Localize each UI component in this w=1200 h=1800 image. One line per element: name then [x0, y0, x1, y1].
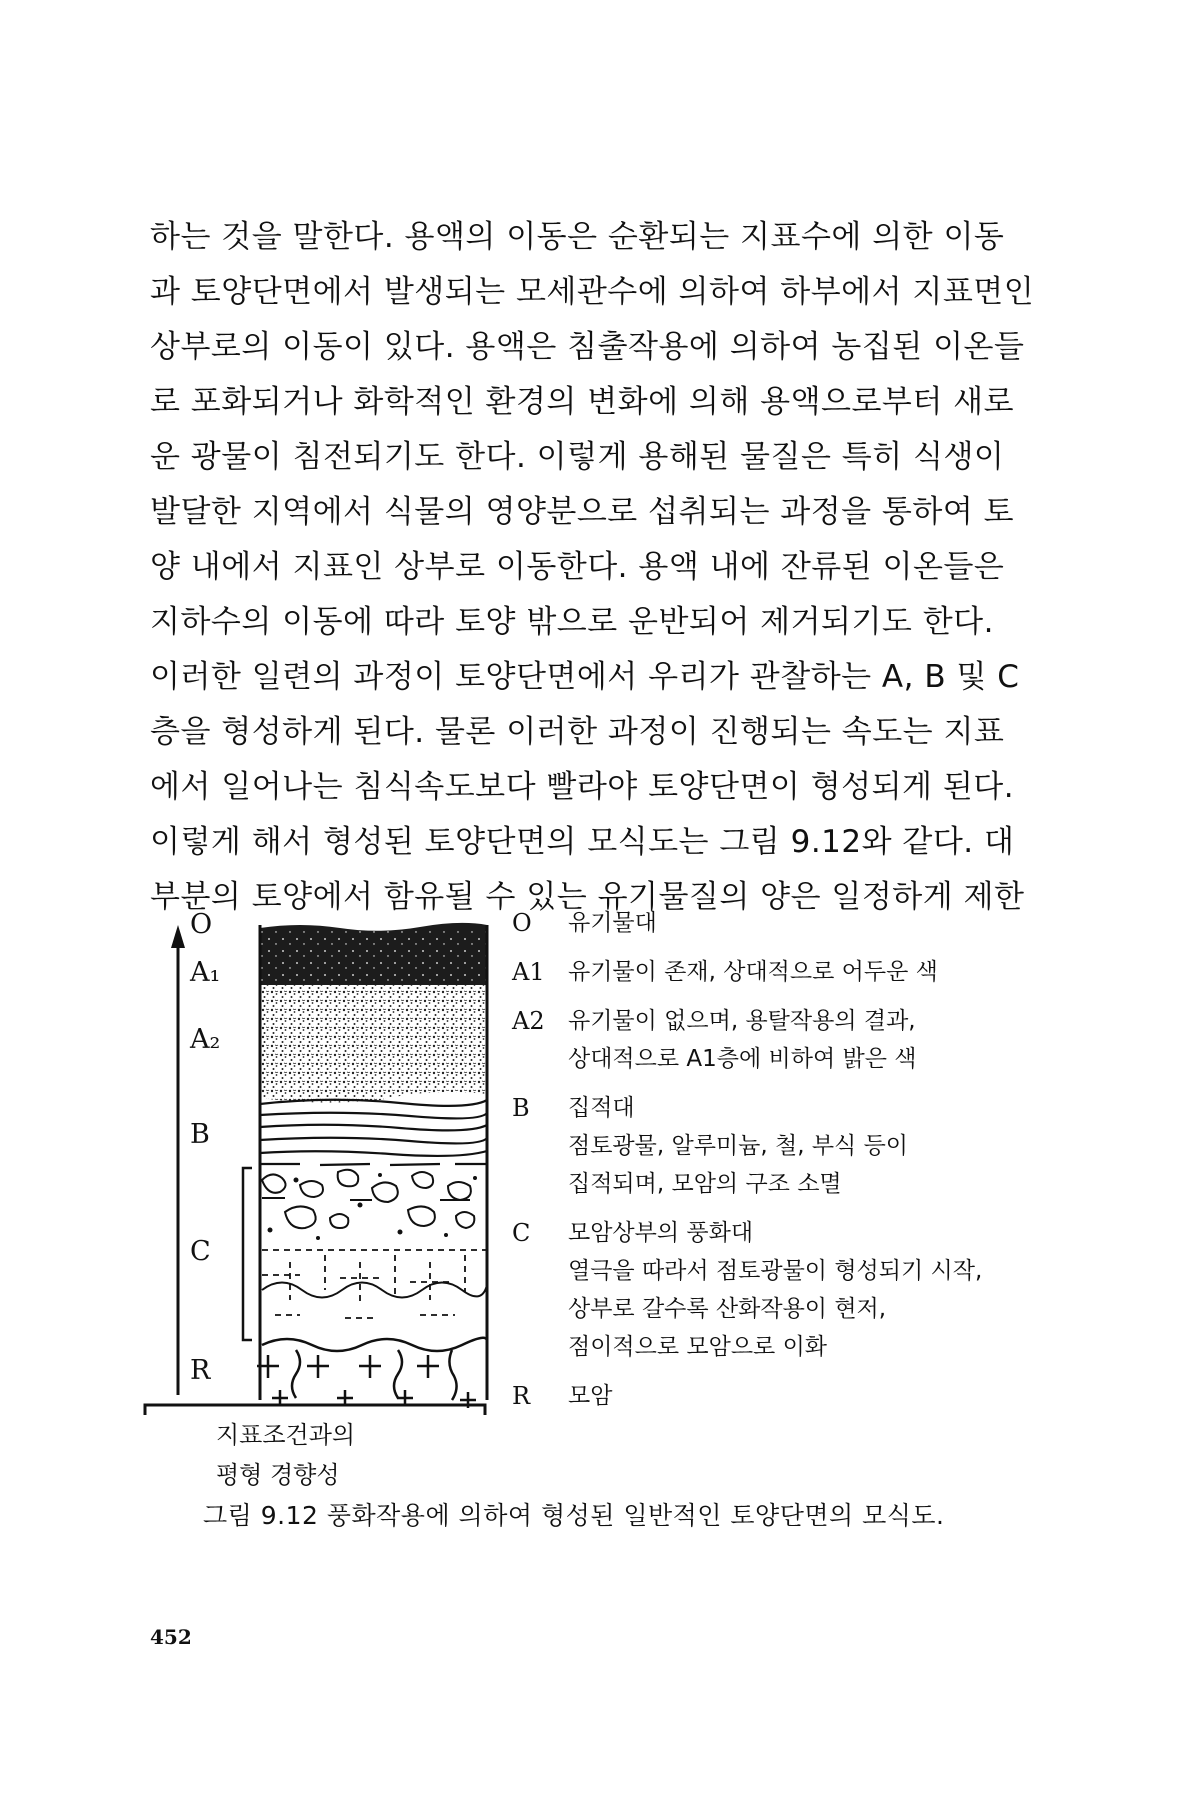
body-line: 발달한 지역에서 식물의 영양분으로 섭취되는 과정을 통하여 토 [150, 494, 1015, 530]
legend-entry-o [512, 904, 1112, 942]
body-line: 과 토양단면에서 발생되는 모세관수에 의하여 하부에서 지표면인 [150, 274, 1035, 310]
body-line: 상부로의 이동이 있다. 용액은 침출작용에 의하여 농집된 이온들 [150, 329, 1025, 365]
legend-text: 유기물대 [568, 910, 657, 936]
balance-label-line: 평형 경향성 [216, 1461, 340, 1489]
label-b: B [190, 1119, 210, 1150]
figure-caption: 그림 9.12 풍화작용에 의하여 형성된 일반적인 토양단면의 모식도. [203, 1501, 945, 1530]
page-number: 452 [150, 1625, 192, 1649]
body-line: 이러한 일련의 과정이 토양단면에서 우리가 관찰하는 A, B 및 C [150, 659, 1020, 695]
legend-entry-a2 [512, 1002, 1112, 1078]
body-line: 이렇게 해서 형성된 토양단면의 모식도는 그림 9.12와 같다. 대 [150, 824, 1015, 860]
legend-text: 점토광물, 알루미늄, 철, 부식 등이 [568, 1133, 909, 1159]
body-line: 부분의 토양에서 함유될 수 있는 유기물질의 양은 일정하게 제한 [150, 879, 1025, 915]
legend-text: 모암 [568, 1383, 613, 1409]
label-r: R [190, 1355, 211, 1386]
c-wavy-boundary [262, 1283, 487, 1298]
legend-code: O [512, 909, 532, 937]
legend-text: 유기물이 존재, 상대적으로 어두운 색 [568, 959, 938, 985]
legend-text: 열극을 따라서 점토광물이 형성되기 시작, [568, 1258, 983, 1284]
body-line: 운 광물이 침전되기도 한다. 이렇게 용해된 물질은 특히 식생이 [150, 439, 1005, 475]
legend-entry-r [512, 1377, 1112, 1415]
legend-code: B [512, 1094, 530, 1122]
legend-code: A2 [512, 1007, 545, 1035]
label-a1: A₁ [190, 957, 221, 988]
label-o: O [190, 909, 213, 940]
profile-arrow-head [171, 925, 185, 948]
label-c: C [190, 1236, 211, 1267]
body-line: 에서 일어나는 침식속도보다 빨라야 토양단면이 형성되게 된다. [150, 769, 1015, 805]
horizon-legend [512, 904, 1112, 1426]
c-horizon-bracket [243, 1168, 252, 1340]
layer-b [260, 1100, 487, 1165]
legend-code: R [512, 1382, 531, 1410]
legend-entry-a1 [512, 953, 1112, 991]
legend-code: C [512, 1219, 531, 1247]
body-line: 지하수의 이동에 따라 토양 밖으로 운반되어 제거되기도 한다. [150, 604, 994, 640]
legend-text: 상부로 갈수록 산화작용이 현저, [568, 1296, 887, 1322]
label-a2: A₂ [190, 1024, 221, 1055]
layer-r [257, 1350, 476, 1408]
legend-text: 상대적으로 A1층에 비하여 밝은 색 [568, 1046, 917, 1072]
body-line: 로 포화되거나 화학적인 환경의 변화에 의해 용액으로부터 새로 [150, 384, 1015, 420]
balance-label-line: 지표조건과의 [216, 1421, 356, 1449]
legend-text: 모암상부의 풍화대 [568, 1220, 754, 1246]
balance-bracket [145, 1405, 485, 1415]
layer-a2 [260, 985, 487, 1103]
legend-code: A1 [512, 958, 545, 986]
layer-c-fragments [262, 1170, 474, 1228]
legend-entry-c [512, 1214, 1112, 1366]
balance-label [216, 1415, 456, 1495]
legend-text: 유기물이 없으며, 용탈작용의 결과, [568, 1008, 916, 1034]
r-boundary [262, 1338, 487, 1351]
legend-text: 집적되며, 모암의 구조 소멸 [568, 1171, 842, 1197]
legend-text: 집적대 [568, 1095, 635, 1121]
legend-text: 점이적으로 모암으로 이화 [568, 1334, 828, 1360]
body-line: 양 내에서 지표인 상부로 이동한다. 용액 내에 잔류된 이온들은 [150, 549, 1005, 585]
body-line: 하는 것을 말한다. 용액의 이동은 순환되는 지표수에 의한 이동 [150, 219, 1005, 255]
legend-entry-b [512, 1089, 1112, 1203]
body-line: 층을 형성하게 된다. 물론 이러한 과정이 진행되는 속도는 지표 [150, 714, 1005, 750]
